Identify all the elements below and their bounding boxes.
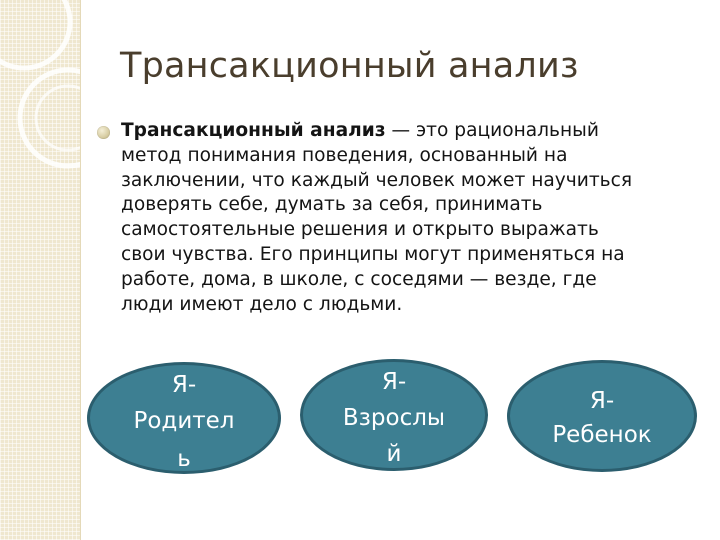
- paragraph-line: метод понимания поведения, основанный на: [121, 144, 568, 166]
- paragraph-line: свои чувства. Его принципы могут применяться на: [121, 243, 625, 265]
- ellipse-label-line: Я-: [589, 388, 615, 414]
- slide-title: Трансакционный анализ: [120, 46, 579, 86]
- paragraph-line: самостоятельные решения и открыто выражать: [121, 219, 599, 241]
- ellipse-label-line: й: [386, 441, 402, 467]
- bold-term: Трансакционный анализ: [121, 120, 386, 141]
- ego-state-parent-ellipse: [87, 362, 281, 474]
- ellipse-label-line: Родител: [133, 408, 235, 434]
- paragraph-line: доверять себе, думать за себя, принимать: [121, 194, 543, 216]
- ego-state-adult-ellipse: [300, 359, 488, 471]
- ellipse-label-line: Ребенок: [552, 422, 652, 448]
- paragraph-line: люди имеют дело с людьми.: [121, 293, 403, 315]
- paragraph-line-text: — это рациональный: [385, 120, 599, 141]
- paragraph-line: работе, дома, в школе, с соседями — везде, где: [121, 268, 597, 290]
- decorative-side-panel: [0, 0, 81, 540]
- ego-state-child-ellipse: [507, 360, 697, 472]
- decorative-rings-graphic: [0, 0, 80, 540]
- ellipse-label-line: Взрослы: [342, 405, 446, 431]
- ellipse-label-line: Я-: [381, 369, 407, 395]
- paragraph-line: [121, 119, 701, 144]
- bullet-icon: [97, 126, 110, 139]
- paragraph-line: заключении, что каждый человек может научиться: [121, 169, 633, 191]
- ellipse-label-line: ь: [177, 446, 191, 472]
- ellipse-label-line: Я-: [171, 372, 197, 398]
- definition-paragraph: [121, 119, 701, 317]
